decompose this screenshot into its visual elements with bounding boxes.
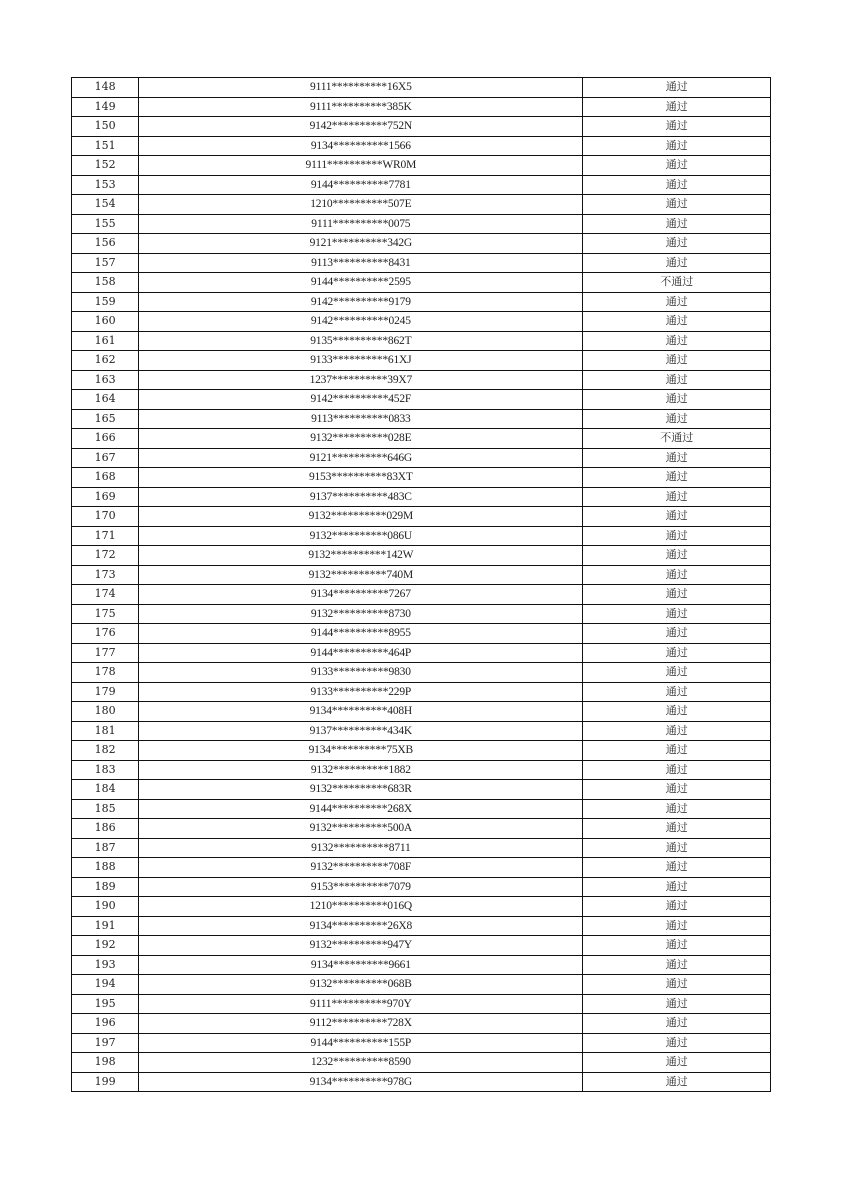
credit-code: 9134**********9661 — [139, 955, 583, 975]
credit-code: 9144**********7781 — [139, 175, 583, 195]
result-status: 通过 — [583, 877, 771, 897]
table-row — [72, 448, 771, 468]
result-status: 通过 — [583, 331, 771, 351]
credit-code: 9132**********028E — [139, 429, 583, 449]
row-number: 154 — [72, 195, 139, 215]
row-number: 175 — [72, 604, 139, 624]
table-row — [72, 663, 771, 683]
row-number: 163 — [72, 370, 139, 390]
result-status: 通过 — [583, 546, 771, 566]
table-row — [72, 351, 771, 371]
table-row — [72, 819, 771, 839]
row-number: 168 — [72, 468, 139, 488]
result-status: 通过 — [583, 975, 771, 995]
credit-code: 9134**********75XB — [139, 741, 583, 761]
table-row — [72, 195, 771, 215]
credit-code: 9132**********8730 — [139, 604, 583, 624]
row-number: 167 — [72, 448, 139, 468]
credit-code: 1232**********8590 — [139, 1053, 583, 1073]
result-status: 通过 — [583, 234, 771, 254]
table-row — [72, 624, 771, 644]
result-status: 通过 — [583, 955, 771, 975]
row-number: 172 — [72, 546, 139, 566]
row-number: 152 — [72, 156, 139, 176]
row-number: 150 — [72, 117, 139, 137]
results-table-body — [72, 78, 771, 1092]
credit-code: 9134**********1566 — [139, 136, 583, 156]
row-number: 188 — [72, 858, 139, 878]
result-status: 通过 — [583, 1072, 771, 1092]
row-number: 187 — [72, 838, 139, 858]
result-status: 通过 — [583, 838, 771, 858]
result-status: 通过 — [583, 253, 771, 273]
table-row — [72, 702, 771, 722]
row-number: 195 — [72, 994, 139, 1014]
credit-code: 9111**********970Y — [139, 994, 583, 1014]
row-number: 190 — [72, 897, 139, 917]
credit-code: 9133**********9830 — [139, 663, 583, 683]
credit-code: 9132**********740M — [139, 565, 583, 585]
row-number: 176 — [72, 624, 139, 644]
table-row — [72, 604, 771, 624]
credit-code: 9113**********0833 — [139, 409, 583, 429]
credit-code: 9134**********978G — [139, 1072, 583, 1092]
result-status: 通过 — [583, 565, 771, 585]
table-row — [72, 546, 771, 566]
result-status: 通过 — [583, 916, 771, 936]
credit-code: 9142**********0245 — [139, 312, 583, 332]
credit-code: 1210**********016Q — [139, 897, 583, 917]
credit-code: 9111**********16X5 — [139, 78, 583, 98]
table-row — [72, 780, 771, 800]
result-status: 通过 — [583, 721, 771, 741]
row-number: 156 — [72, 234, 139, 254]
table-row — [72, 273, 771, 293]
row-number: 181 — [72, 721, 139, 741]
result-status: 通过 — [583, 760, 771, 780]
credit-code: 9132**********500A — [139, 819, 583, 839]
row-number: 161 — [72, 331, 139, 351]
credit-code: 9132**********8711 — [139, 838, 583, 858]
credit-code: 9132**********086U — [139, 526, 583, 546]
table-row — [72, 429, 771, 449]
row-number: 178 — [72, 663, 139, 683]
row-number: 170 — [72, 507, 139, 527]
row-number: 199 — [72, 1072, 139, 1092]
table-row — [72, 585, 771, 605]
credit-code: 9132**********1882 — [139, 760, 583, 780]
credit-code: 9133**********229P — [139, 682, 583, 702]
result-status: 通过 — [583, 195, 771, 215]
table-row — [72, 799, 771, 819]
credit-code: 9113**********8431 — [139, 253, 583, 273]
credit-code: 9111**********WR0M — [139, 156, 583, 176]
result-status: 通过 — [583, 858, 771, 878]
credit-code: 9144**********155P — [139, 1033, 583, 1053]
row-number: 185 — [72, 799, 139, 819]
credit-code: 9132**********708F — [139, 858, 583, 878]
row-number: 177 — [72, 643, 139, 663]
table-row — [72, 936, 771, 956]
row-number: 158 — [72, 273, 139, 293]
credit-code: 9134**********7267 — [139, 585, 583, 605]
result-status: 通过 — [583, 1014, 771, 1034]
row-number: 198 — [72, 1053, 139, 1073]
credit-code: 9137**********434K — [139, 721, 583, 741]
table-row — [72, 1053, 771, 1073]
result-status: 通过 — [583, 507, 771, 527]
credit-code: 9153**********83XT — [139, 468, 583, 488]
results-table — [71, 77, 771, 1092]
result-status: 通过 — [583, 663, 771, 683]
credit-code: 9132**********068B — [139, 975, 583, 995]
credit-code: 9132**********029M — [139, 507, 583, 527]
result-status: 通过 — [583, 370, 771, 390]
result-status: 不通过 — [583, 429, 771, 449]
credit-code: 9142**********752N — [139, 117, 583, 137]
credit-code: 9137**********483C — [139, 487, 583, 507]
table-row — [72, 1014, 771, 1034]
result-status: 通过 — [583, 156, 771, 176]
credit-code: 9121**********342G — [139, 234, 583, 254]
result-status: 通过 — [583, 78, 771, 98]
row-number: 164 — [72, 390, 139, 410]
table-row — [72, 214, 771, 234]
row-number: 159 — [72, 292, 139, 312]
table-row — [72, 253, 771, 273]
table-row — [72, 78, 771, 98]
credit-code: 9112**********728X — [139, 1014, 583, 1034]
row-number: 162 — [72, 351, 139, 371]
table-row — [72, 409, 771, 429]
result-status: 通过 — [583, 136, 771, 156]
table-row — [72, 975, 771, 995]
table-row — [72, 858, 771, 878]
result-status: 通过 — [583, 604, 771, 624]
row-number: 174 — [72, 585, 139, 605]
credit-code: 9153**********7079 — [139, 877, 583, 897]
table-row — [72, 117, 771, 137]
row-number: 192 — [72, 936, 139, 956]
result-status: 通过 — [583, 994, 771, 1014]
table-row — [72, 565, 771, 585]
result-status: 通过 — [583, 526, 771, 546]
table-row — [72, 721, 771, 741]
result-status: 通过 — [583, 409, 771, 429]
credit-code: 9135**********862T — [139, 331, 583, 351]
table-row — [72, 916, 771, 936]
credit-code: 9144**********2595 — [139, 273, 583, 293]
table-row — [72, 526, 771, 546]
result-status: 通过 — [583, 643, 771, 663]
result-status: 通过 — [583, 468, 771, 488]
row-number: 148 — [72, 78, 139, 98]
result-status: 通过 — [583, 819, 771, 839]
row-number: 171 — [72, 526, 139, 546]
table-row — [72, 877, 771, 897]
row-number: 191 — [72, 916, 139, 936]
credit-code: 1210**********507E — [139, 195, 583, 215]
result-status: 通过 — [583, 1033, 771, 1053]
row-number: 184 — [72, 780, 139, 800]
row-number: 160 — [72, 312, 139, 332]
row-number: 186 — [72, 819, 139, 839]
table-row — [72, 487, 771, 507]
row-number: 179 — [72, 682, 139, 702]
table-row — [72, 312, 771, 332]
row-number: 157 — [72, 253, 139, 273]
table-row — [72, 331, 771, 351]
table-row — [72, 994, 771, 1014]
row-number: 193 — [72, 955, 139, 975]
row-number: 183 — [72, 760, 139, 780]
row-number: 153 — [72, 175, 139, 195]
result-status: 通过 — [583, 741, 771, 761]
result-status: 通过 — [583, 682, 771, 702]
result-status: 通过 — [583, 624, 771, 644]
table-row — [72, 156, 771, 176]
result-status: 通过 — [583, 487, 771, 507]
row-number: 155 — [72, 214, 139, 234]
credit-code: 9134**********26X8 — [139, 916, 583, 936]
table-row — [72, 760, 771, 780]
table-row — [72, 1033, 771, 1053]
row-number: 182 — [72, 741, 139, 761]
row-number: 173 — [72, 565, 139, 585]
row-number: 149 — [72, 97, 139, 117]
result-status: 通过 — [583, 351, 771, 371]
result-status: 通过 — [583, 117, 771, 137]
table-row — [72, 390, 771, 410]
credit-code: 9132**********142W — [139, 546, 583, 566]
row-number: 166 — [72, 429, 139, 449]
table-row — [72, 234, 771, 254]
credit-code: 9142**********9179 — [139, 292, 583, 312]
credit-code: 9144**********268X — [139, 799, 583, 819]
result-status: 通过 — [583, 897, 771, 917]
credit-code: 1237**********39X7 — [139, 370, 583, 390]
credit-code: 9134**********408H — [139, 702, 583, 722]
table-row — [72, 97, 771, 117]
table-row — [72, 955, 771, 975]
table-row — [72, 136, 771, 156]
credit-code: 9133**********61XJ — [139, 351, 583, 371]
credit-code: 9111**********385K — [139, 97, 583, 117]
table-row — [72, 838, 771, 858]
result-status: 通过 — [583, 936, 771, 956]
table-row — [72, 1072, 771, 1092]
result-status: 通过 — [583, 702, 771, 722]
table-row — [72, 370, 771, 390]
credit-code: 9132**********683R — [139, 780, 583, 800]
row-number: 197 — [72, 1033, 139, 1053]
credit-code: 9144**********8955 — [139, 624, 583, 644]
table-row — [72, 682, 771, 702]
credit-code: 9121**********646G — [139, 448, 583, 468]
result-status: 不通过 — [583, 273, 771, 293]
credit-code: 9142**********452F — [139, 390, 583, 410]
table-row — [72, 507, 771, 527]
credit-code: 9111**********0075 — [139, 214, 583, 234]
row-number: 189 — [72, 877, 139, 897]
row-number: 165 — [72, 409, 139, 429]
result-status: 通过 — [583, 1053, 771, 1073]
table-row — [72, 897, 771, 917]
result-status: 通过 — [583, 448, 771, 468]
row-number: 194 — [72, 975, 139, 995]
table-row — [72, 468, 771, 488]
row-number: 196 — [72, 1014, 139, 1034]
result-status: 通过 — [583, 585, 771, 605]
result-status: 通过 — [583, 175, 771, 195]
table-row — [72, 643, 771, 663]
result-status: 通过 — [583, 312, 771, 332]
result-status: 通过 — [583, 292, 771, 312]
table-row — [72, 292, 771, 312]
result-status: 通过 — [583, 97, 771, 117]
result-status: 通过 — [583, 799, 771, 819]
result-status: 通过 — [583, 214, 771, 234]
table-row — [72, 741, 771, 761]
table-row — [72, 175, 771, 195]
result-status: 通过 — [583, 780, 771, 800]
credit-code: 9144**********464P — [139, 643, 583, 663]
result-status: 通过 — [583, 390, 771, 410]
credit-code: 9132**********947Y — [139, 936, 583, 956]
row-number: 180 — [72, 702, 139, 722]
row-number: 169 — [72, 487, 139, 507]
row-number: 151 — [72, 136, 139, 156]
